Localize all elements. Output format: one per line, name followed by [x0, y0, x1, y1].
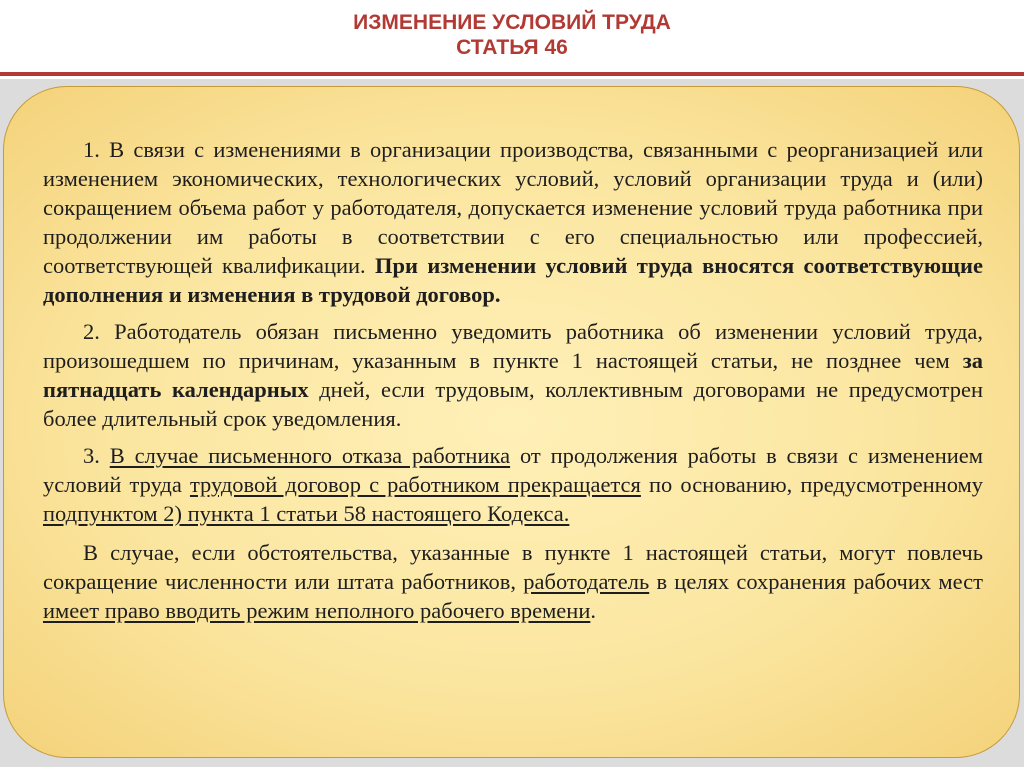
paragraph-2-bold: за пятнадцать календарных — [43, 348, 983, 402]
paragraph-3-underline-2: трудовой договор с работником прекращается — [189, 472, 641, 497]
header-divider-gap — [0, 76, 1024, 79]
paragraph-4-text-b: в целях сохранения рабочих мест — [649, 569, 983, 594]
paragraph-4 — [43, 538, 983, 625]
paragraph-2-text-a: 2. Работодатель обязан письменно уведомить работника об изменении условий труда, произошедшем по причинам, указанным в пункте 1 настоящей статьи, не позднее чем — [43, 319, 983, 373]
article-text — [43, 135, 983, 633]
paragraph-3-text-a: 3. — [83, 443, 110, 468]
paragraph-4-underline-1: работодатель — [523, 569, 650, 594]
paragraph-1-text: 1. В связи с изменениями в организации производства, связанными с реорганизацией или изменением экономических, технологических условий, условий организации труда и (или) сокращением объема работ у работодателя, допускается изменение условий труда работника при продолжении им работы в соответствии с его специальностью или профессией, соответствующей квалификации. — [43, 137, 983, 278]
paragraph-3 — [43, 441, 983, 528]
slide-header — [0, 0, 1024, 72]
paragraph-2 — [43, 317, 983, 433]
paragraph-4-text-a: В случае, если обстоятельства, указанные в пункте 1 настоящей статьи, могут повлечь сокращение численности или штата работников, — [43, 540, 983, 594]
slide-subtitle: СТАТЬЯ 46 — [456, 36, 568, 59]
paragraph-4-text-c: . — [590, 598, 596, 623]
paragraph-1-bold: При изменении условий труда вносятся соответствующие дополнения и изменения в трудовой договор. — [43, 253, 983, 307]
paragraph-2-text-b: дней, если трудовым, коллективным договорами не предусмотрен более длительный срок уведомления. — [43, 377, 983, 431]
paragraph-4-underline-2: имеет право вводить режим неполного рабочего времени — [43, 598, 591, 623]
paragraph-1 — [43, 135, 983, 309]
paragraph-3-text-b: от продолжения работы в связи с изменением условий труда — [43, 443, 984, 497]
paragraph-3-underline-3: подпунктом 2) пункта 1 статьи 58 настоящего Кодекса. — [43, 501, 570, 526]
paragraph-3-underline-1: В случае письменного отказа работника — [109, 443, 511, 468]
slide-title: ИЗМЕНЕНИЕ УСЛОВИЙ ТРУДА — [353, 11, 671, 34]
paragraph-3-text-c: по основанию, предусмотренному — [640, 472, 983, 497]
